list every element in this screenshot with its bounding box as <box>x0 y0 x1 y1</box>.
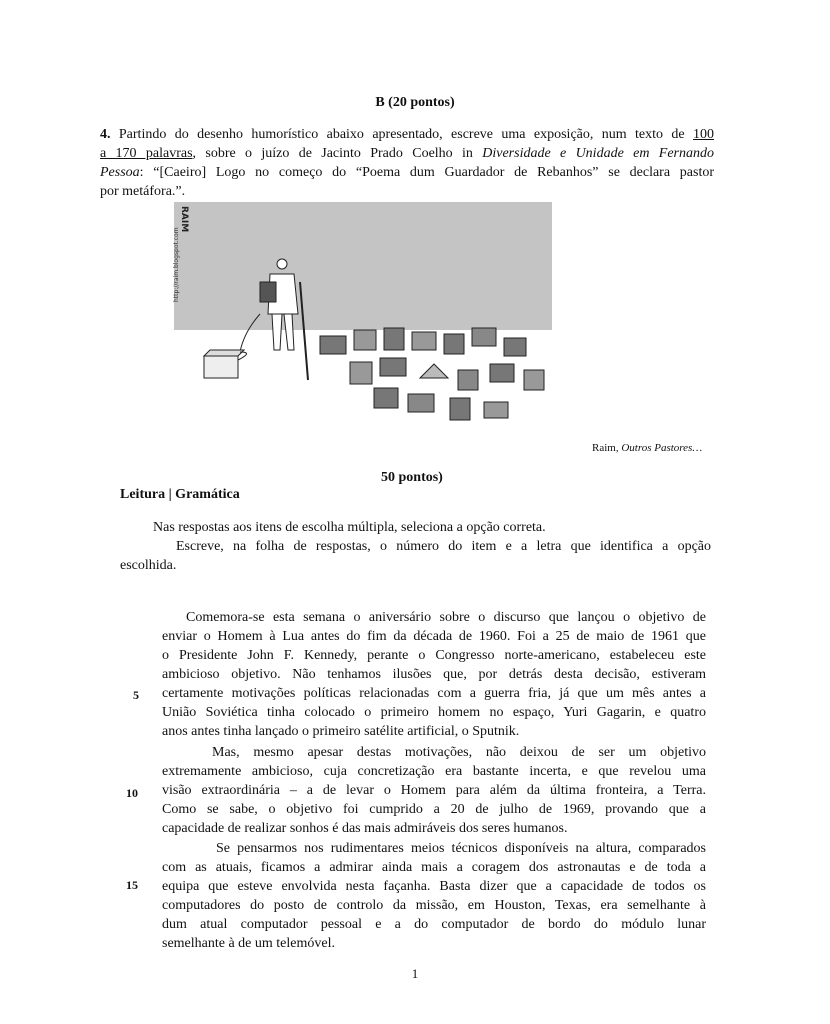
book-title: Diversidade e Unidade em Fernando <box>482 146 714 161</box>
line-number-15: 15 <box>126 878 138 892</box>
question-number: 4. <box>100 127 111 142</box>
text-line: Se pensarmos nos rudimentares meios técnicos disponíveis na altura, comparados <box>216 841 706 856</box>
text-line: dum atual computador pessoal e a do computador de bordo do módulo lunar <box>162 917 706 932</box>
line-number-10: 10 <box>126 786 138 800</box>
question-text-1a: Partindo do desenho humorístico abaixo apresentado, escreve uma exposição, num texto de <box>118 127 693 142</box>
backpack <box>260 282 276 302</box>
page-number: 1 <box>411 966 419 981</box>
text-line: enviar o Homem à Lua antes do fim da década de 1960. Foi a 25 de maio de 1961 que <box>162 629 706 644</box>
quote-text: : “[Caeiro] Logo no começo do “Poema dum Guardador de Rebanhos” se declara pastor <box>139 165 714 180</box>
instruction-3: escolhida. <box>120 558 177 573</box>
text-line: Mas, mesmo apesar destas motivações, não deixou de ser um objetivo <box>212 745 706 760</box>
cartoon-illustration <box>174 202 552 428</box>
text-line: capacidade de realizar sonhos é das mais admiráveis dos seres humanos. <box>162 821 568 836</box>
question-line-2 <box>100 144 714 163</box>
text-line: Como se sabe, o objetivo foi cumprido a 20 de julho de 1969, provando que a <box>162 802 706 817</box>
question-line-4: por metáfora.”. <box>100 184 186 199</box>
line-number-5: 5 <box>133 688 139 702</box>
text-line: o Presidente John F. Kennedy, perante o Congresso norte-americano, estabeleceu este <box>162 648 706 663</box>
text-line: União Soviética tinha colocado o primeiro homem no espaço, Yuri Gagarin, e quatro <box>162 705 706 720</box>
text-line: equipa que esteve envolvida nesta façanha. Basta dizer que a capacidade de todos os <box>162 879 706 894</box>
book-title-end: Pessoa <box>100 165 140 180</box>
text-line: anos antes tinha lançado o primeiro satélite artificial, o Sputnik. <box>162 724 520 739</box>
question-text-2b: , sobre o juízo de Jacinto Prado Coelho in <box>192 146 483 161</box>
question-line-3 <box>100 163 714 182</box>
instruction-2: Escreve, na folha de respostas, o número do item e a letra que identifica a opção <box>176 539 711 554</box>
text-line: visão extraordinária – a de levar o Homem para além da última fronteira, a Terra. <box>162 783 706 798</box>
word-limit-start: 100 <box>693 127 714 142</box>
caption-title: Outros Pastores… <box>621 442 703 454</box>
cartoon-caption <box>592 442 702 454</box>
text-line: extremamente ambicioso, cuja concretização era bastante incerta, e que revelou uma <box>162 764 706 779</box>
caption-author: Raim, <box>592 442 622 454</box>
cartoon-url: http://raim.blogspot.com <box>173 227 180 302</box>
group-points: 50 pontos) <box>381 470 443 485</box>
section-b-title: B (20 pontos) <box>375 95 455 110</box>
group-heading: Leitura | Gramática <box>120 487 240 502</box>
text-line: semelhante à de um telemóvel. <box>162 936 335 951</box>
text-line: com as atuais, ficamos a admirar ainda mais a coragem dos astronautas e de toda a <box>162 860 706 875</box>
text-line: computadores do posto de controlo da missão, em Houston, Texas, era semelhante à <box>162 898 706 913</box>
instruction-1: Nas respostas aos itens de escolha múltipla, seleciona a opção correta. <box>153 520 546 535</box>
word-limit-end: a 170 palavras <box>100 146 193 161</box>
text-line: ambicioso objetivo. Não tenhamos ilusões que, por detrás desta decisão, estiveram <box>162 667 706 682</box>
question-line-1 <box>100 125 714 144</box>
cartoon-gray-backdrop <box>174 202 552 330</box>
text-line: Comemora-se esta semana o aniversário sobre o discurso que lançou o objetivo de <box>186 610 706 625</box>
text-line: certamente motivações políticas relacionadas com a guerra fria, já que um mês antes a <box>162 686 706 701</box>
cartoon-signature: RAIM <box>179 206 189 233</box>
